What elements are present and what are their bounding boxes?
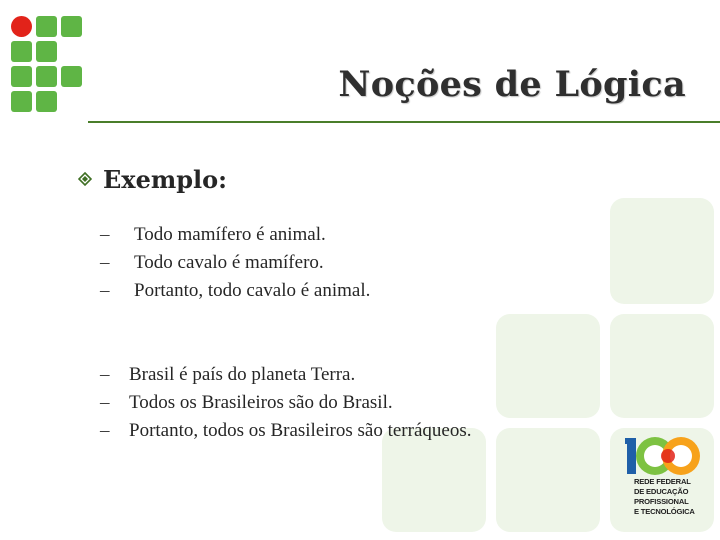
section-heading: Exemplo: — [103, 165, 228, 194]
list-item-text: Brasil é país do planeta Terra. — [129, 364, 356, 385]
logo-square — [11, 66, 32, 87]
institute-logo — [11, 16, 83, 112]
rede-federal-logo — [623, 432, 703, 527]
logo-square — [36, 91, 57, 112]
logo-square — [36, 66, 57, 87]
logo-square — [61, 66, 82, 87]
badge-line: REDE FEDERAL — [634, 477, 691, 486]
logo-square — [36, 41, 57, 62]
title-divider — [88, 121, 720, 123]
logo-red-circle — [11, 16, 32, 37]
dash-bullet: – — [100, 280, 110, 301]
list-item-text: Portanto, todos os Brasileiros são terráqueos. — [129, 420, 472, 441]
dash-bullet: – — [100, 252, 110, 273]
background-tile — [610, 198, 714, 304]
logo-square — [61, 16, 82, 37]
slide-title: Noções de Lógica — [338, 64, 686, 105]
background-tile — [610, 314, 714, 418]
logo-square — [11, 91, 32, 112]
dash-bullet: – — [100, 392, 110, 413]
logo-square — [11, 41, 32, 62]
list-item-text: Todos os Brasileiros são do Brasil. — [129, 392, 393, 413]
dash-bullet: – — [100, 224, 110, 245]
background-tile — [496, 428, 600, 532]
badge-text — [634, 477, 704, 517]
diamond-bullet-icon — [78, 172, 92, 186]
background-tile — [496, 314, 600, 418]
list-item-text: Portanto, todo cavalo é animal. — [134, 280, 371, 301]
dash-bullet: – — [100, 364, 110, 385]
list-item-text: Todo cavalo é mamífero. — [134, 252, 324, 273]
list-item-text: Todo mamífero é animal. — [134, 224, 326, 245]
centenary-100-icon — [623, 432, 703, 480]
dash-bullet: – — [100, 420, 110, 441]
badge-line: E TECNOLÓGICA — [634, 507, 695, 516]
logo-square — [36, 16, 57, 37]
badge-line: PROFISSIONAL — [634, 497, 689, 506]
badge-line: DE EDUCAÇÃO — [634, 487, 689, 496]
